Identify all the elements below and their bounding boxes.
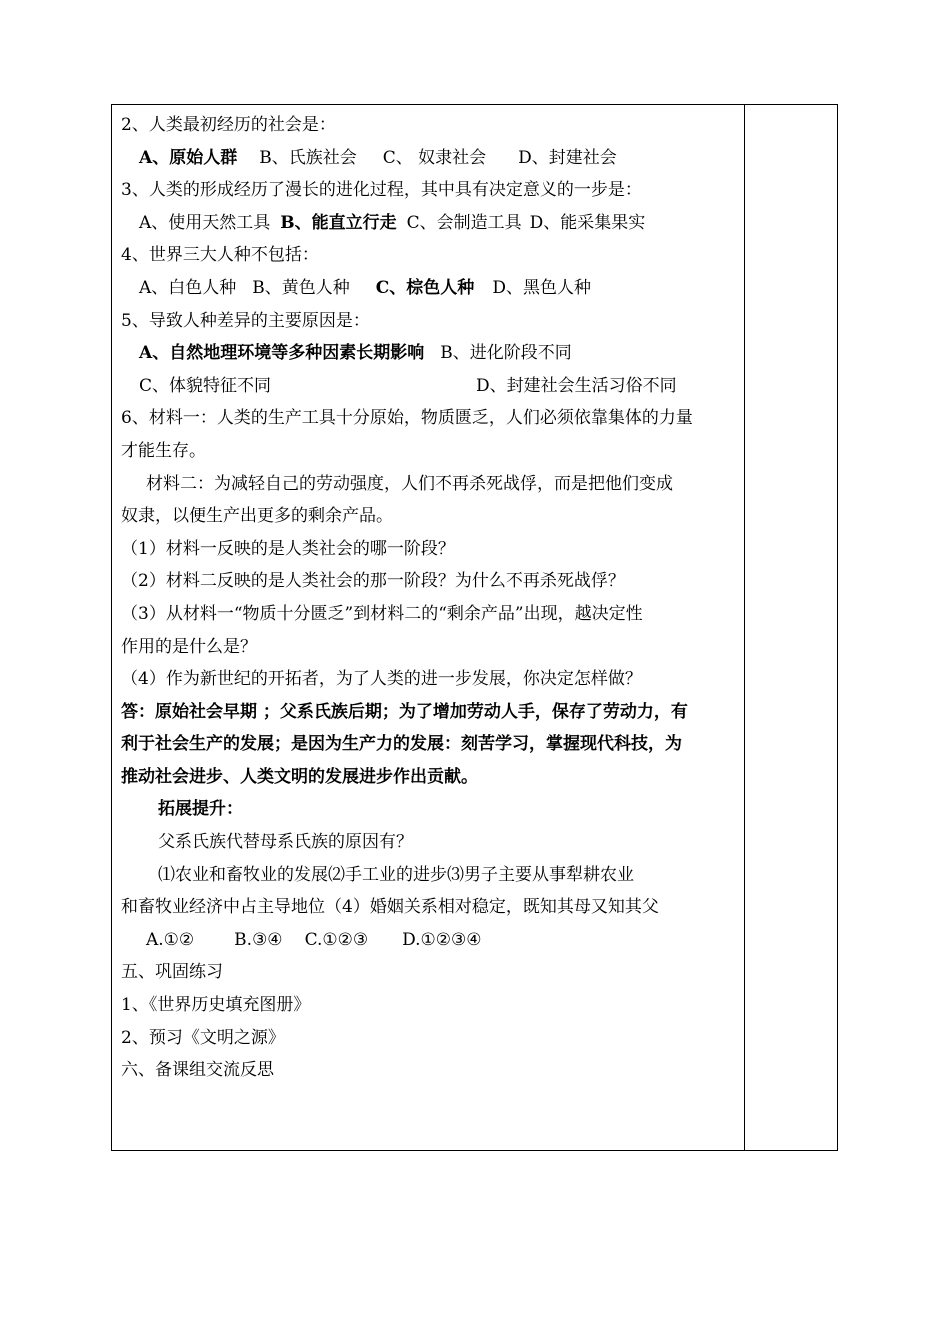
q4-options	[121, 272, 741, 305]
q3-options	[121, 207, 741, 240]
section5-item2: 2、预习《文明之源》	[121, 1027, 285, 1048]
q6-sub1: （1）材料一反映的是人类社会的哪一阶段？	[121, 538, 455, 559]
q4-option-a: A、白色人种	[139, 277, 237, 298]
section5-item1: 1、《世界历史填充图册》	[121, 995, 311, 1016]
q6-answer-line3: 推动社会进步、人类文明的发展进步作出贡献。	[121, 766, 478, 787]
q2-option-d: D、封建社会	[518, 147, 617, 168]
q3-option-c: C、会制造工具	[406, 212, 522, 233]
q5-options-row2	[121, 370, 741, 403]
section5-title: 五、巩固练习	[121, 962, 223, 983]
q5-option-a: A、自然地理环境等多种因素长期影响	[139, 343, 425, 364]
extension-option-a: A.①②	[146, 929, 195, 950]
extension-line1: ⑴农业和畜牧业的发展⑵手工业的进步⑶男子主要从事犁耕农业	[158, 864, 634, 885]
q3-stem: 3、人类的形成经历了漫长的进化过程，其中具有决定意义的一步是：	[121, 180, 642, 201]
q3-option-a: A、使用天然工具	[139, 212, 271, 233]
q6-answer-line1: 答：原始社会早期 ；父系氏族后期；为了增加劳动人手，保存了劳动力，有	[121, 701, 688, 722]
extension-option-b: B.③④	[234, 929, 283, 950]
extension-option-d: D.①②③④	[402, 929, 482, 950]
q6-material1-line1: 6、材料一：人类的生产工具十分原始，物质匮乏，人们必须依靠集体的力量	[121, 408, 693, 429]
q6-material2-line2: 奴隶，以便生产出更多的剩余产品。	[121, 506, 393, 527]
q5-option-b: B、进化阶段不同	[440, 343, 572, 364]
q2-stem: 2、人类最初经历的社会是：	[121, 115, 336, 135]
extension-question: 父系氏族代替母系氏族的原因有？	[158, 832, 413, 853]
q6-sub3-line2: 作用的是什么是？	[121, 636, 257, 657]
q2-option-a: A、原始人群	[139, 147, 238, 168]
q2-options	[121, 142, 741, 175]
q4-option-b: B、黄色人种	[252, 277, 350, 298]
lesson-content	[121, 109, 741, 1087]
extension-options	[121, 924, 741, 957]
q5-stem: 5、导致人种差异的主要原因是：	[121, 310, 370, 331]
q6-sub4: （4）作为新世纪的开拓者，为了人类的进一步发展，你决定怎样做？	[121, 669, 642, 690]
q6-sub3-line1: （3）从材料一“物质十分匮乏”到材料二的“剩余产品”出现，越决定性	[121, 603, 643, 624]
q4-stem: 4、世界三大人种不包括：	[121, 245, 319, 266]
q4-option-c: C、棕色人种	[375, 277, 475, 298]
q6-sub2: （2）材料二反映的是人类社会的那一阶段？为什么不再杀死战俘？	[121, 571, 625, 592]
q5-options-row1	[121, 337, 741, 370]
q4-option-d: D、黑色人种	[492, 277, 591, 298]
extension-title: 拓展提升：	[158, 799, 243, 820]
q2-option-c: C、 奴隶社会	[382, 147, 487, 168]
q6-material2-line1: 材料二：为减轻自己的劳动强度，人们不再杀死战俘，而是把他们变成	[146, 473, 673, 494]
q5-option-d: D、封建社会生活习俗不同	[476, 375, 677, 396]
q6-answer-line2: 利于社会生产的发展；是因为生产力的发展：刻苦学习，掌握现代科技，为	[121, 734, 682, 755]
extension-option-c: C.①②③	[304, 929, 369, 950]
section6-title: 六、备课组交流反思	[121, 1060, 274, 1081]
q6-material1-line2: 才能生存。	[121, 440, 206, 461]
extension-line2: 和畜牧业经济中占主导地位（4）婚姻关系相对稳定，既知其母又知其父	[121, 897, 659, 918]
q3-option-b: B、能直立行走	[280, 212, 397, 233]
table-column-divider	[744, 104, 745, 1151]
q5-option-c: C、体貌特征不同	[139, 375, 272, 396]
q2-option-b: B、氏族社会	[259, 147, 357, 168]
q3-option-d: D、能采集果实	[529, 212, 646, 233]
